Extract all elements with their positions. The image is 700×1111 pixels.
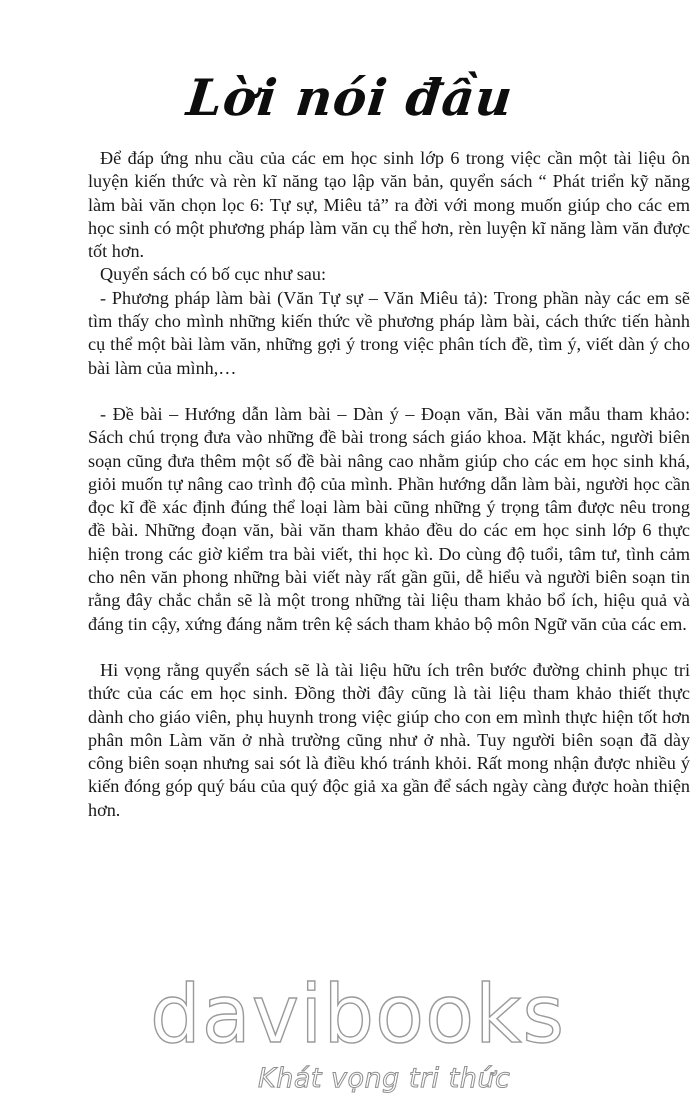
watermark-brand: davibooks — [150, 968, 566, 1061]
paragraph-exercises: - Đề bài – Hướng dẫn làm bài – Dàn ý – Đoạn văn, Bài văn mẫu tham khảo: Sách chú trọng đưa vào những đề bài trong sách giáo khoa. Mặt khác, người biên soạn cũng đưa thêm một số đề bài nâng cao nhằm giúp cho các em học sinh khá, giỏi muốn tự nâng cao trình độ của mình. Phần hướng dẫn làm bài, người học cần đọc kĩ đề xác định đúng thể loại làm bài cũng những ý trọng tâm được nêu trong đề bài. Những đoạn văn, bài văn tham khảo đều do các em học sinh lớp 6 thực hiện trong các giờ kiểm tra bài viết, thi học kì. Do cùng độ tuổi, tâm tư, tình cảm cho nên văn phong những bài viết này rất gần gũi, dễ hiểu và người biên soạn tin rằng đây chắc chắn sẽ là một trong những tài liệu tham khảo bổ ích, hiệu quả và đáng tin cậy, xứng đáng nằm trên kệ sách tham khảo bộ môn Ngữ văn của các em. — [88, 403, 690, 634]
paragraph-structure-heading: Quyển sách có bố cục như sau: — [100, 264, 327, 285]
body-text — [88, 147, 690, 822]
watermark-tagline: Khát vọng tri thức — [258, 1063, 511, 1094]
paragraph-intro: Để đáp ứng nhu cầu của các em học sinh lớp 6 trong việc cần một tài liệu ôn luyện kiến thức và rèn kĩ năng tạo lập văn bản, quyển sách “ Phát triển kỹ năng làm bài văn chọn lọc 6: Tự sự, Miêu tả” ra đời với mong muốn giúp cho các em học sinh có một phương pháp làm văn cụ thể hơn, rèn luyện kĩ năng làm văn được tốt hơn. — [88, 148, 690, 262]
page-title: Lời nói đầu — [184, 68, 516, 127]
paragraph-closing: Hi vọng rằng quyển sách sẽ là tài liệu hữu ích trên bước đường chinh phục tri thức của các em học sinh. Đồng thời đây cũng là tài liệu tham khảo thiết thực dành cho giáo viên, phụ huynh trong việc giúp cho con em mình thực hiện tốt hơn phân môn Làm văn ở nhà trường cũng như ở nhà. Tuy người biên soạn đã dày công biên soạn nhưng sai sót là điều khó tránh khỏi. Rất mong nhận được nhiều ý kiến đóng góp quý báu của quý độc giả xa gần để sách ngày càng được hoàn thiện hơn. — [88, 659, 690, 820]
paragraph-method: - Phương pháp làm bài (Văn Tự sự – Văn Miêu tả): Trong phần này các em sẽ tìm thấy cho mình những kiến thức về phương pháp làm bài, cách thức tiến hành cụ thể một bài làm văn, những gợi ý trong việc phân tích đề, tìm ý, viết dàn ý cho bài làm của mình,… — [88, 287, 690, 378]
